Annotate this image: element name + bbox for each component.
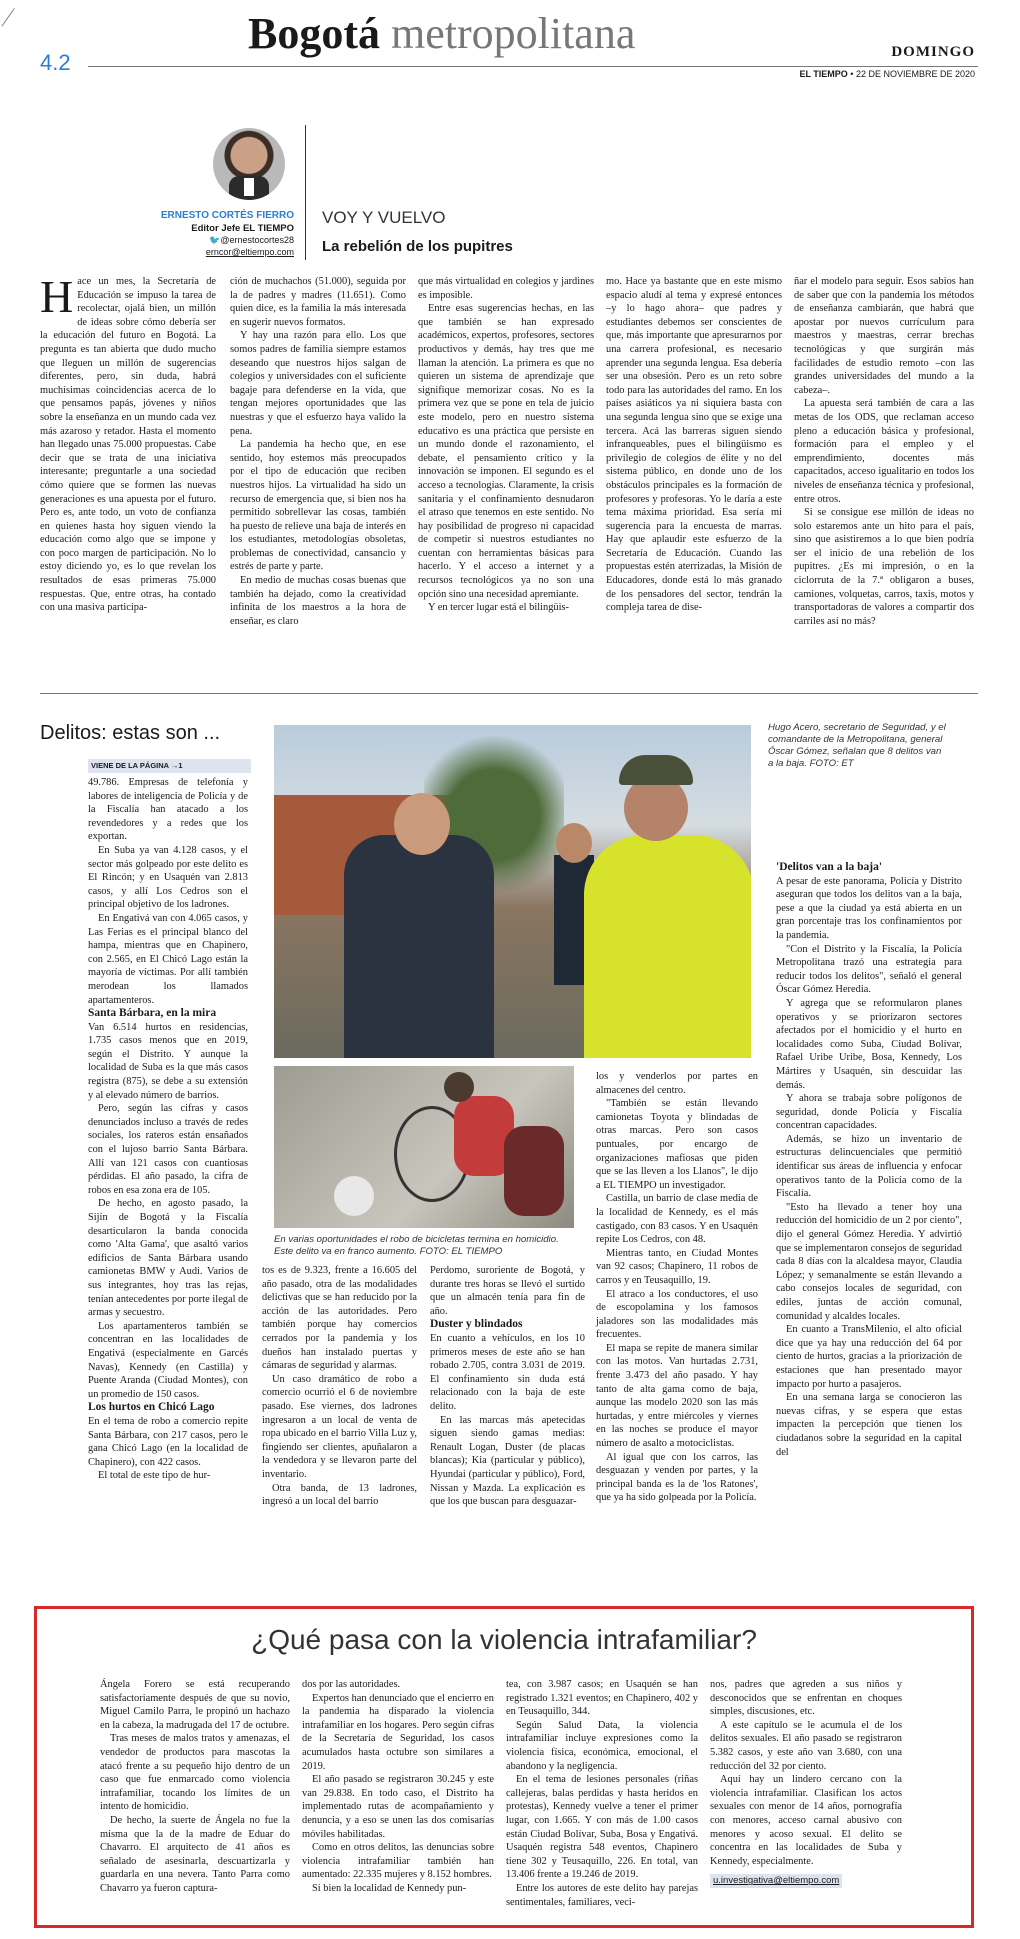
crime-left-text-b [88,1021,248,1402]
subhead-duster: Duster y blindados [430,1318,523,1331]
crime-left-text [88,776,248,1007]
paragraph: Perdomo, suroriente de Bogotá, y durante tres horas se llevó el surtido que un almacén tenía para fin de año. [430,1265,585,1317]
jump-label [88,759,251,773]
photo1-caption: Hugo Acero, secretario de Seguridad, y el comandante de la Metropolitana, general Óscar Gómez, señalan que 8 delitos van a la baja. FOTO: ET [768,722,946,769]
photo2-caption: En varias oportunidades el robo de bicicletas termina en homicidio. Este delito va en franco aumento. FOTO: EL TIEMPO [274,1234,559,1257]
jump-page: 1 [178,761,183,770]
paragraph: En Suba ya van 4.128 casos, y el sector más golpeado por este delito es El Rincón; y en Usaquén van 2.813 casos, y allí Los Cedros son el principal objetivo de los ladrones. [88,844,248,911]
paragraph: Castilla, un barrio de clase media de la localidad de Kennedy, es el más castigado, con 83 casos. Y en Usaquén repite Los Cedros, con 48. [596,1193,758,1246]
subhead-delitos-baja: 'Delitos van a la baja' [776,861,883,873]
paragraph: La pandemia ha hecho que, en ese sentido, hoy estemos más preocupados por el tipo de educación que reciben nuestros hijos. La virtualidad ha sido un recurso de emergencia que, si bien nos ha permitido sobrellevar las cosas, también ha puesto de relieve una baja de interés en los estudiantes, metodologías obsoletas, problemas de conectividad, cansancio y estrés de parte y parte. [230,439,406,573]
paragraph: La apuesta será también de cara a las metas de los ODS, que reclaman acceso pleno a educación básica y profesional, formación para el empleo y el emprendimiento, docentes más capacitados, acceso igualitario en todos los niveles de enseñanza técnica y profesional, entre otros. [794,398,974,505]
paragraph: Aquí hay un lindero cercano con la violencia intrafamiliar. Clasifican los actos sexuales con menor de 14 años, pornografía con menores, acceso carnal abusivo con menores y acoso sexual. El delito se concentra en las localidades de Suba y Kennedy, especialmente. [710,1774,902,1867]
dropcap: H [40,271,74,322]
paragraph: Además, se hizo un inventario de estructuras delincuenciales que permitió identificar sus áreas de influencia y enfocar operativos tanto de la Policía como de la Fiscalía. [776,1133,962,1200]
crime-mid-col-2 [430,1264,585,1509]
crime-mid-col-3 [596,1070,758,1505]
bicycle-photo [274,1066,574,1228]
paragraph: El mapa se repite de manera similar con las motos. Van hurtadas 2.731, frente 3.473 del año pasado. Y hay tanto de alta gama como de baja, aunque las modelo 2020 son las más hurtadas, y entre miércoles y viernes en las noches se produce el mayor número de asalto a motociclistas. [596,1342,758,1450]
paragraph: nos, padres que agreden a sus niños y desconocidos que se enfrentan en choques simples, discusiones, etc. [710,1679,902,1718]
author-email[interactable]: erncor@eltiempo.com [205,247,294,257]
violence-col-2 [302,1678,494,1896]
paragraph: En una semana larga se conocieron las nuevas cifras, y se espera que estas impacten la percepción que tienen los ciudadanos sobre la seguridad en la capital del [776,1392,962,1458]
section-title-bold: Bogotá [248,9,380,58]
paragraph: Como en otros delitos, las denuncias sobre violencia intrafamiliar también han aumentado: 22.335 mujeres y 8.152 hombres. [302,1842,494,1881]
paragraph: Al igual que con los carros, las desguazan y venden por partes, y la principal banda es la de 'los Ratones', que ya ha sido golpeada por la Policía. [596,1451,758,1504]
author-twitter-handle: @ernestocortes28 [220,235,294,245]
crime-right-col [776,861,962,1459]
section-title-light: metropolitana [391,9,636,58]
violence-col-1 [100,1678,290,1896]
paragraph: "Con el Distrito y la Fiscalía, la Policía Metropolitana trazó una estrategia para reducir todos los delitos", señaló el general Óscar Gómez Heredia. [776,943,962,996]
paragraph: El total de este tipo de hur- [98,1470,211,1482]
paragraph: ción de muchachos (51.000), seguida por la de padres y madres (11.651). Como quien dice, es la familia la más interesada en sugerir nuevos formatos. [230,276,406,328]
author-name: ERNESTO CORTÉS FIERRO [160,210,294,221]
crime-left-text-c [88,1415,248,1483]
publication-name: EL TIEMPO [799,69,848,79]
paragraph: los y venderlos por partes en almacenes del centro. [596,1071,758,1096]
paragraph: En el tema de lesiones personales (riñas callejeras, balas perdidas y hasta heridos en protestas), Kennedy vuelve a tener el primer lugar, con 1.665. Y con más de 1.00 casos están Ciudad Bolívar, Suba, Bosa y Engativá. Usaquén registra 548 eventos, Chapinero tiene 302 y Teusaquillo, 226. En total, van 13.406 frente a 19.246 de 2019. [506,1774,698,1881]
twitter-icon: 🐦 [209,235,221,245]
paragraph: "Esto ha llevado a tener hoy una reducción del homicidio de un 2 por ciento", dijo el general Gómez Heredia. Y advirtió que se implementaron consejos de seguridad cada 8 días con la alcaldesa mayor, Claudia López; y semanalmente se están llevando a cabo consejos locales de seguridad, con ediles, juntas de acción comunal, comunidad y alcaldes locales. [776,1201,962,1322]
paragraph: Van 6.514 hurtos en residencias, 1.735 casos menos que en 2019, según el Distrito. Y aunque la localidad de Suba es la que más casos registra (875), se debe a su extensión y al elevado número de barrios. [88,1021,248,1101]
crime-right-text [776,875,962,1460]
paragraph: tea, con 3.987 casos; en Usaquén se han registrado 1.321 eventos; en Chapinero, 402 y en Teusaquillo, 344. [506,1679,698,1718]
paragraph: Otra banda, de 13 ladrones, ingresó a un local del barrio [262,1482,417,1508]
paragraph: Y agrega que se reformularon planes operativos y se priorizaron sectores afectados por el homicidio y el hurto en localidades como Suba, Ciudad Bolívar, Rafael Uribe Uribe, Bosa, Kennedy, Los Mártires y Usaquén, sin descuidar las demás. [776,997,962,1091]
violence-col-3 [506,1678,698,1909]
column-paragraph: ace un mes, la Secretaría de Educación se impuso la tarea de recolectar, ojalá bien, un millón de ideas sobre cómo debería ser la educación del futuro en Bogotá. La pregunta es tan abierta que dudo mucho que lleguen un millón de sugerencias diferentes, pero, sin duda, habrá muchísimas coincidencias acerca de lo que pensamos papás, jóvenes y niños sobre la enseñanza en un mundo cada vez más azaroso y retador. Hasta el momento han llegado unas 75.000 propuestas. Cabe decir que se trata de una iniciativa interesante; preguntarle a una sociedad cómo quiere que se formen las nuevas generaciones es una apuesta por el futuro. Pero es, ante todo, un voto de confianza en quienes hasta hoy siguen viendo la educación como algo que se impone y con poco margen de participación. No lo estoy diciendo yo, es lo que revelan los resultados de esas primeras 75.000 respuestas. Que, entre otras, ha contado con una masiva participa- [40,276,216,614]
author-photo [213,128,285,200]
paragraph: Según Salud Data, la violencia intrafamiliar incluye expresiones como la violencia física, económica, emocional, el abandono y la negligencia. [506,1719,698,1772]
crime-mid-col-1 [262,1264,417,1509]
section-title [248,8,635,60]
header-date [799,69,975,79]
corner-fold [1,8,32,39]
paragraph: Los apartamenteros también se concentran en las localidades de Engativá (especialmente en Garcés Navas), Kennedy (en Castilla) y Puente Aranda (Ciudad Montes), con un promedio de 150 casos. [88,1320,248,1400]
author-divider [305,125,306,260]
column-title: La rebelión de los pupitres [322,238,513,255]
column-text-5 [794,275,974,628]
column-text-3 [418,275,594,615]
crime-headline: Delitos: estas son ... [40,722,221,744]
paragraph: En el tema de robo a comercio repite Santa Bárbara, con 217 casos, pero le gana Chicó Lago (en la localidad de Chapinero), con 422 casos. [88,1415,248,1468]
column-text-4 [606,275,782,615]
arrow-icon: → [170,761,179,770]
publication-date: • 22 DE NOVIEMBRE DE 2020 [847,69,975,79]
crime-mid-text-2b [430,1332,585,1509]
column-kicker: VOY Y VUELVO [322,208,446,227]
paragraph: Ángela Forero se está recuperando satisfactoriamente después de que su novio, Miguel Camilo Parra, le propinó un hachazo en la cabeza, la madrugada del 17 de octubre. [100,1679,290,1731]
paragraph: mo. Hace ya bastante que en este mismo espacio aludí al tema y expresé entonces –y lo hago ahora– que padres y estudiantes debemos ser conscientes de que, más importante que apresurarnos por una carrera profesional, es necesario aprender una segunda lengua. Esa debería ser una obsesión. Pero es un reto sobre todo para las autoridades del ramo. En los países asiáticos ya ni siquiera basta con una segunda lengua sino que se exige una tercera. Acá las barreras siguen siendo infranqueables, pues el bilingüismo es privilegio de colegios de élite y no del sistema público, en donde uno de los obstáculos principales es la formación de profesores y profesoras. Yo le daría a este tema máxima prioridad. Esa sería mi sugerencia para la encuesta de marras. Hay que aplaudir este esfuerzo de la Secretaría de Educación. Cuando las propuestas estén aterrizadas, la Misión de Educadores, donde está lo más granado de los pensadores del sector, tendrán la compleja tarea de dise- [606,276,782,614]
jump-label-text: VIENE DE LA PÁGINA [91,761,169,770]
section-divider [40,693,978,694]
subhead-chico-lago: Los hurtos en Chicó Lago [88,1401,215,1414]
violence-col-4-text [710,1678,902,1868]
paragraph: "También se están llevando camionetas Toyota y blindadas de otras marcas. Pero son casos puntuales, por encargo de organizaciones mafiosas que piden que se las lleven a los Llanos", le dijo a EL TIEMPO un investigador. [596,1098,758,1191]
header-day: DOMINGO [891,44,975,60]
header-rule [88,66,978,67]
paragraph: En las marcas más apetecidas siguen siendo gamas medias: Renault Logan, Duster (de placas blancas); Kia (particular y público), Hyundai (particular y público), Ford, Nissan y Mazda. La explicación es que los que buscan para desguazar- [430,1414,585,1508]
violence-col-4 [710,1678,902,1888]
paragraph: En medio de muchas cosas buenas que también ha dejado, como la creatividad infinita de los maestros a la hora de enseñar, es claro [230,575,406,627]
violence-headline: ¿Qué pasa con la violencia intrafamiliar? [251,1624,757,1655]
investigative-email[interactable]: u.investigativa@eltiempo.com [710,1874,842,1888]
paragraph: Y en tercer lugar está el bilingüis- [428,602,569,614]
column-text-2 [230,275,406,628]
paragraph: Entre los autores de este delito hay parejas sentimentales, familiares, veci- [506,1882,698,1908]
paragraph: que más virtualidad en colegios y jardines es imposible. [418,276,594,301]
paragraph: 49.786. Empresas de telefonía y labores de inteligencia de Policía y de la Fiscalía han atacado a los revendedores y a redes que los exportan. [88,777,248,843]
paragraph: Tras meses de malos tratos y amenazas, el vendedor de productos para mascotas la atacó frente a su pequeño hijo dentro de un caso que fue enmarcado como violencia intrafamiliar, tocando los límites de un intento de homicidio. [100,1733,290,1813]
paragraph: Mientras tanto, en Ciudad Montes van 92 casos; Chapinero, 11 robos de carros y en Teusaquillo, 19. [596,1247,758,1286]
paragraph: En cuanto a TransMilenio, el alto oficial dice que ya hay una reducción del 64 por ciento de hurtos, gracias a la priorización de estaciones que han presentado mayor impacto por hurto a pasajeros. [776,1324,962,1390]
paragraph: En cuanto a vehículos, en los 10 primeros meses de este año se han robado 2.705, contra 3.031 de 2019. El confinamiento sin duda está relacionado con la baja de este delito. [430,1332,585,1412]
paragraph: Y hay una razón para ello. Los que somos padres de familia siempre estamos deseando que nuestros hijos salgan de colegios y universidades con el suficiente bagaje para defenderse en la vida, que tengan mejores oportunidades que las nuestras y que el esfuerzo haya valido la pena. [230,330,406,437]
paragraph: Si se consigue ese millón de ideas no solo estaremos ante un hito para el país, sino que asistiremos a lo que bien podría ser el inicio de una rebelión de los pupitres. ¿Es mi impresión, o en la ciclorruta de la 7.ª obligaron a buses, camiones, volquetas, carros, taxis, motos y transportadoras de valores a compartir dos carriles así no más? [794,507,974,627]
column-text-1 [40,271,216,615]
paragraph: Pero, según las cifras y casos denunciados incluso a través de redes sociales, los rateros están ensañados con el lujoso barrio Santa Bárbara. Allí van 121 casos con cuantiosas pérdidas. El año pasado, la cifra de robos en esa zona era de 105. [88,1103,248,1196]
page-number: 4.2 [40,50,71,75]
crime-mid-text-2 [430,1264,585,1318]
paragraph: Un caso dramático de robo a comercio ocurrió el 6 de noviembre pasado. Ese viernes, dos ladrones ingresaron a un local de venta de ropa ubicado en el barrio Villa Luz y, fingiendo ser clientes, apuñalaron a la vendedora y se llevaron parte del inventario. [262,1373,417,1480]
author-role: Editor Jefe EL TIEMPO [191,223,294,234]
police-photo [274,725,751,1058]
paragraph: De hecho, en agosto pasado, la Sijín de Bogotá y la Fiscalía desarticularon la banda conocida como 'Alta Gama', que asaltó varios edificios de Santa Bárbara usando camionetas BMW y Audi. Varios de sus integrantes, hoy tras las rejas, tenían antecedentes por porte ilegal de armas y secuestro. [88,1198,248,1319]
paragraph: A pesar de este panorama, Policía y Distrito aseguran que todos los delitos van a la baja, pese a que la ciudad ya está abierta en un gran porcentaje tras los confinamientos por la pandemia. [776,875,962,941]
paragraph: De hecho, la suerte de Ángela no fue la misma que la de la madre de Eduar do Chavarro. El arquitecto de 41 años es señalado de asesinarla, descuartizarla y guardarla en una nevera. Tanto Parra como Chavarro ya fueron captura- [100,1814,290,1894]
paragraph: Entre esas sugerencias hechas, en las que también se han expresado académicos, expertos, profesores, sectores productivos y demás, hay tres que me llaman la atención. La primera es que no quieren un sistema de aprendizaje que signifique memorizar cosas. No es la primera vez que se pone en tela de juicio este modelo, pero en nuestro sistema educativo es una práctica que persiste en un mundo donde el razonamiento, el debate, el pensamiento crítico y la innovación se imponen. El segundo es el acceso a tecnologías. Claramente, la crisis sanitaria y el confinamiento desnudaron el atraso que tenemos en este sentido. No hay posibilidad de progreso ni capacidad de competir si nuestros estudiantes no cuentan con herramientas básicas para hacerlo. Y el acceso a internet y a recursos tecnológicos ya no son una opción sino una necesidad apremiante. [418,303,594,600]
paragraph: El año pasado se registraron 30.245 y este van 29.838. En todo caso, el Distrito ha implementado rutas de acompañamiento y denuncia, y a eso se unen las dos comisarías móviles habilitadas. [302,1774,494,1840]
paragraph: En Engativá van con 4.065 casos, y Las Ferias es el principal blanco del hampa, mientras que en Chapinero, con 2.565, en El Chicó Lago están la mayoría de víctimas. Por allí también merodean los llamados apartamenteros. [88,912,248,1006]
paragraph: ñar el modelo para seguir. Esos sabios han de saber que con la pandemia los métodos de enseñanza cambiarán, que habrá que apostar por nuevos currículum para maestros y maestras, cerrar brechas tecnológicas y que surgirán más facilidades de estudio remoto –con las grandes universidades del mundo a la cabeza–. [794,276,974,396]
author-twitter[interactable] [158,235,294,246]
paragraph: A este capítulo se le acumula el de los delitos sexuales. El año pasado se registraron 5.382 casos, y este año van 3.680, con una reducción del 32 por ciento. [710,1719,902,1772]
paragraph: Si bien la localidad de Kennedy pun- [312,1882,467,1894]
paragraph: Y ahora se trabaja sobre polígonos de seguridad, donde Policía y Fiscalía concentran capacidades. [776,1093,962,1132]
paragraph: El atraco a los conductores, el uso de escopolamina y los famosos jaladores son las modalidades más frecuentes. [596,1288,758,1341]
crime-left-col [88,776,248,1483]
paragraph: dos por las autoridades. [302,1679,401,1690]
subhead-santa-barbara: Santa Bárbara, en la mira [88,1007,217,1020]
paragraph: Expertos han denunciado que el encierro en la pandemia ha disparado la violencia intrafamiliar en los hogares. Pero según cifras de la Secretaría de Seguridad, los casos acumulados hasta octubre son similares a 2019. [302,1692,494,1772]
paragraph: tos es de 9.323, frente a 16.605 del año pasado, otra de las modalidades delictivas que se han reducido por la acción de las autoridades. Pero también porque hay comercios cerrados por la pandemia y los dueños han instalado puertas y cámaras de seguridad y alarmas. [262,1265,417,1372]
